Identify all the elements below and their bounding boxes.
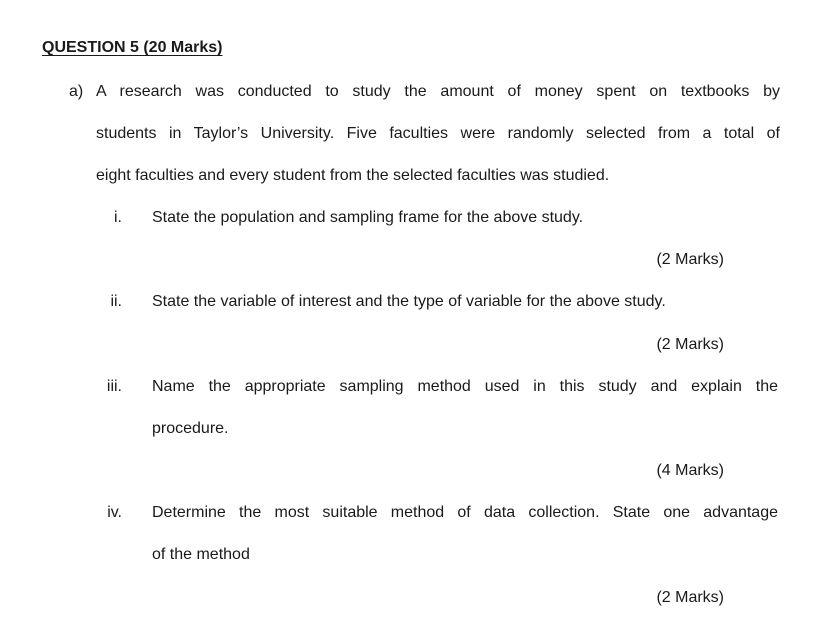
question-iv-text-line-1: Determine the most suitable method of data collection. State one advantage — [152, 504, 778, 521]
question-ii-text: State the variable of interest and the type of variable for the above study. — [152, 293, 666, 310]
question-iii-marks: (4 Marks) — [656, 462, 724, 479]
question-i-marks: (2 Marks) — [656, 251, 724, 268]
question-ii-marks: (2 Marks) — [656, 336, 724, 353]
question-ii-numeral: ii. — [110, 293, 122, 310]
question-i-numeral: i. — [114, 209, 122, 226]
question-i-text: State the population and sampling frame for the above study. — [152, 209, 584, 226]
question-iv-text-line-2: of the method — [152, 546, 250, 563]
part-a-intro-line-2: students in Taylor’s University. Five faculties were randomly selected from a total of — [96, 125, 780, 142]
part-a-intro-line-3: eight faculties and every student from the selected faculties was studied. — [96, 167, 610, 184]
question-iv-numeral: iv. — [107, 504, 122, 521]
question-iii-text-line-1: Name the appropriate sampling method used in this study and explain the — [152, 378, 778, 395]
part-a-label: a) — [69, 83, 84, 100]
question-iv-marks: (2 Marks) — [656, 589, 724, 606]
question-iii-text-line-2: procedure. — [152, 420, 229, 437]
part-a-intro-line-1: A research was conducted to study the amount of money spent on textbooks by — [96, 83, 780, 100]
question-heading: QUESTION 5 (20 Marks) — [42, 39, 223, 56]
question-iii-numeral: iii. — [106, 378, 122, 395]
